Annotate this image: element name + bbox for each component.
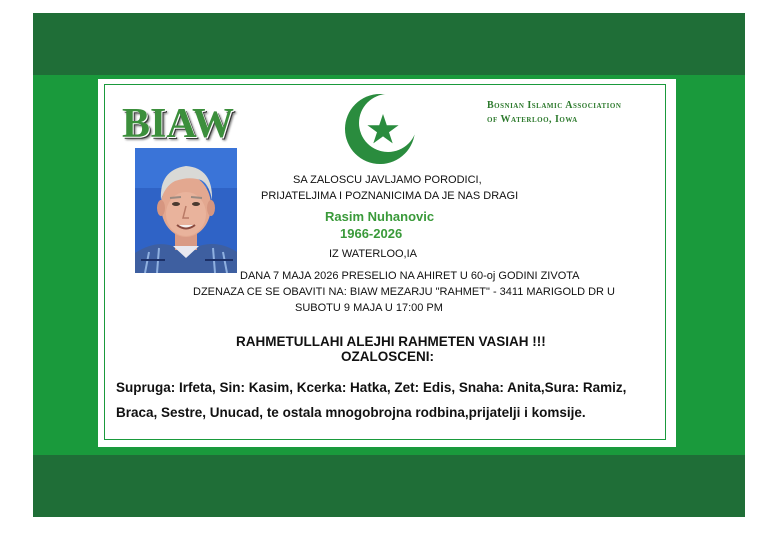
deceased-name: Rasim Nuhanovic bbox=[325, 209, 435, 224]
crescent-star-icon bbox=[343, 92, 417, 166]
association-line-2: of Waterloo, Iowa bbox=[487, 114, 578, 125]
mourners-line-1: Supruga: Irfeta, Sin: Kasim, Kcerka: Hatka, Zet: Edis, Snaha: Anita,Sura: Ramiz, bbox=[116, 380, 627, 395]
association-line-1: Bosnian Islamic Association bbox=[487, 100, 622, 111]
city-line: IZ WATERLOO,IA bbox=[329, 248, 418, 260]
bottom-band bbox=[33, 455, 745, 517]
mourners-line-2: Braca, Sestre, Unucad, te ostala mnogobrojna rodbina,prijatelji i komsije. bbox=[116, 405, 586, 420]
intro-line-1: SA ZALOSCU JAVLJAMO PORODICI, bbox=[293, 174, 482, 186]
mourners-heading: OZALOSCENI: bbox=[341, 349, 434, 364]
funeral-line-2: SUBOTU 9 MAJA U 17:00 PM bbox=[295, 302, 443, 314]
biaw-logo: BIAW bbox=[122, 101, 235, 147]
association-name bbox=[487, 99, 621, 127]
intro-line-2: PRIJATELJIMA I POZNANICIMA DA JE NAS DRAGI bbox=[261, 190, 519, 202]
death-line: DANA 7 MAJA 2026 PRESELIO NA AHIRET U 60-oj GODINI ZIVOTA bbox=[240, 270, 580, 282]
top-band bbox=[33, 13, 745, 75]
prayer-line: RAHMETULLAHI ALEJHI RAHMETEN VASIAH !!! bbox=[236, 334, 546, 349]
deceased-portrait bbox=[135, 148, 237, 273]
funeral-line-1: DZENAZA CE SE OBAVITI NA: BIAW MEZARJU "RAHMET" - 3411 MARIGOLD DR U bbox=[193, 286, 616, 298]
life-years: 1966-2026 bbox=[340, 226, 403, 241]
